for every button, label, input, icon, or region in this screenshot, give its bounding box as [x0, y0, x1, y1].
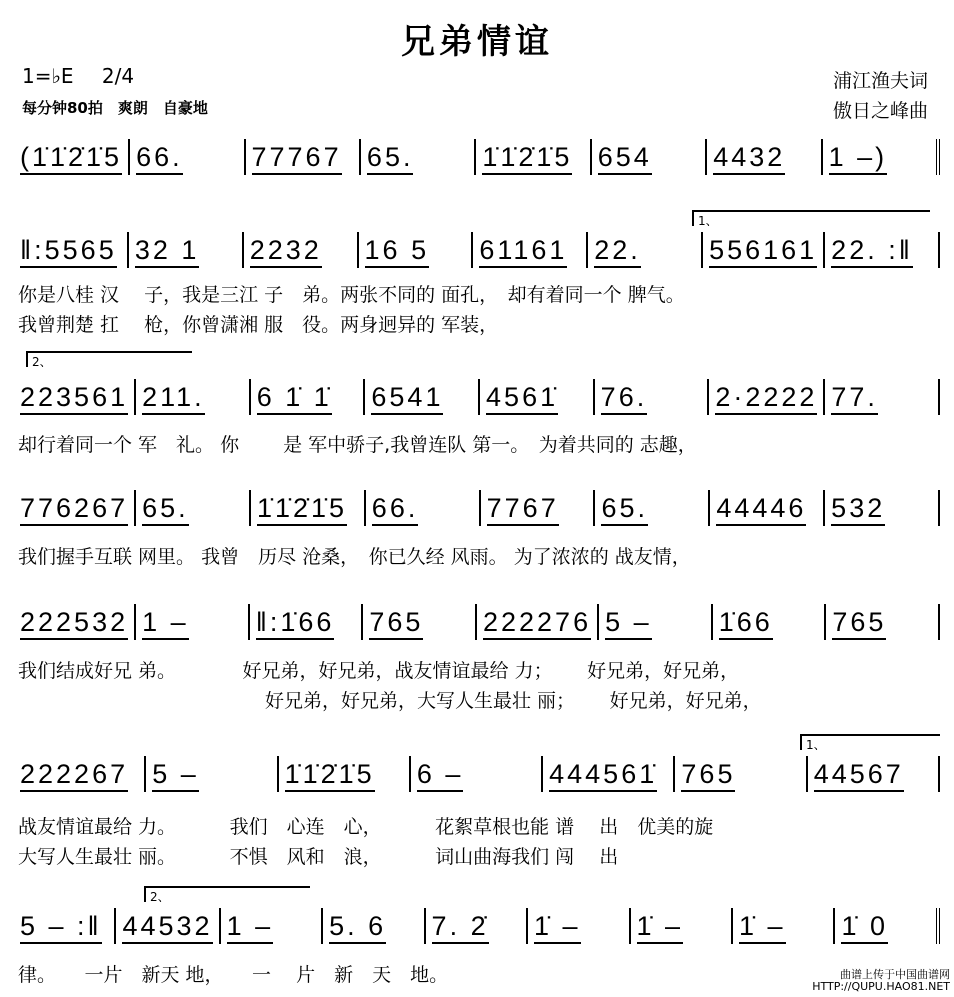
measure: [411, 756, 543, 792]
watermark: [812, 969, 950, 993]
measure: [710, 490, 825, 526]
measure-notes: 1 –): [829, 142, 888, 175]
measure-notes: 1̇ –: [739, 911, 786, 944]
notation-row: [14, 904, 940, 944]
measure-notes: 2·2222: [715, 382, 817, 415]
measure-notes: 1̇1̇2̇1̇5: [257, 493, 347, 526]
measure-notes: 444561̇: [549, 759, 657, 792]
measure: [707, 139, 822, 175]
measure: [826, 604, 940, 640]
measure-notes: 76.: [601, 382, 648, 415]
lyric-line: 你是八桂 汉 子，我是三江 子 弟。两张不同的 面孔， 却有着同一个 脾气。: [18, 284, 685, 306]
measure-notes: 765: [369, 607, 423, 640]
measure: [14, 232, 129, 268]
measure: [543, 756, 675, 792]
measure: [250, 604, 364, 640]
volta-1: 1、: [692, 210, 930, 226]
measure: [825, 490, 940, 526]
notation-row: [14, 135, 940, 175]
lyric-line: 好兄弟，好兄弟，大写人生最壮 丽； 好兄弟，好兄弟，: [18, 690, 762, 712]
measure-notes: 765: [832, 607, 886, 640]
measure-notes: 222532: [20, 607, 128, 640]
measure-notes: 1̇66: [719, 607, 773, 640]
measure: [14, 756, 146, 792]
measure-notes: 6 1̇ 1̇: [257, 382, 332, 415]
measure-notes: 4561̇: [486, 382, 558, 415]
measure-notes: 222267: [20, 759, 128, 792]
measure: [136, 604, 250, 640]
measure-notes: 44567: [814, 759, 904, 792]
lyric-line: 律。 一片 新天 地， 一 片 新 天 地。: [18, 964, 449, 986]
measure-notes: 77.: [831, 382, 878, 415]
lyric-line: 我们结成好兄 弟。 好兄弟，好兄弟，战友情谊最给 力； 好兄弟，好兄弟，: [18, 660, 740, 682]
measure-notes: 66.: [372, 493, 419, 526]
measure: [366, 490, 481, 526]
composer: 傲日之峰曲: [832, 100, 928, 122]
measure: [588, 232, 703, 268]
notation-row: [14, 486, 940, 526]
measure: [14, 490, 136, 526]
lyric-line: 我曾荆楚 扛 枪，你曾潇湘 服 役。两身迥异的 军装，: [18, 314, 499, 336]
measure-notes: 6541: [371, 382, 443, 415]
volta-2: 2、: [26, 351, 192, 367]
volta-2b: 2、: [144, 886, 310, 902]
measure: [808, 756, 940, 792]
measure-notes: 65.: [601, 493, 648, 526]
measure-notes: 22. :‖: [831, 235, 913, 268]
measure: [14, 139, 130, 175]
measure-notes: 1̇ 0: [841, 911, 888, 944]
measure: [599, 604, 713, 640]
measure-notes: 1 –: [227, 911, 274, 944]
measure-notes: 5 – :‖: [20, 911, 102, 944]
measure: [359, 232, 474, 268]
measure-notes: 5 –: [605, 607, 652, 640]
measure-notes: 44532: [122, 911, 212, 944]
measure: [481, 490, 596, 526]
measure: [116, 908, 220, 944]
measure: [477, 604, 599, 640]
measure-notes: 16 5: [365, 235, 430, 268]
measure: [136, 379, 251, 415]
measure: [675, 756, 807, 792]
measure: [823, 139, 940, 175]
lyric-line: 却行着同一个 军 礼。 你 是 军中骄子,我曾连队 第一。 为着共同的 志趣，: [18, 434, 697, 456]
measure: [365, 379, 480, 415]
measure-notes: 6 –: [417, 759, 464, 792]
measure-notes: 556161: [709, 235, 817, 268]
measure-notes: 776267: [20, 493, 128, 526]
measure-notes: 1 –: [142, 607, 189, 640]
measure: [246, 139, 361, 175]
measure-notes: 211.: [142, 382, 205, 415]
measure: [480, 379, 595, 415]
measure: [251, 490, 366, 526]
time-signature: 2/4: [101, 64, 135, 88]
measure: [14, 604, 136, 640]
key-signature: 1=♭E: [22, 64, 74, 88]
measure-notes: 765: [681, 759, 735, 792]
key-time: [22, 64, 134, 88]
measure-notes: 22.: [594, 235, 641, 268]
measure: [595, 379, 710, 415]
measure: [825, 379, 940, 415]
measure-notes: 1̇1̇2̇1̇5: [482, 142, 572, 175]
measure-notes: 32 1: [135, 235, 200, 268]
measure: [130, 139, 245, 175]
measure: [528, 908, 630, 944]
measure: [251, 379, 366, 415]
lyric-line: 我们握手互联 网里。 我曾 历尽 沧桑， 你已久经 风雨。 为了浓浓的 战友情，: [18, 546, 691, 568]
measure-notes: (1̇1̇2̇1̇5: [20, 142, 122, 175]
lyricist: 浦江渔夫词: [832, 70, 928, 92]
song-title: 兄弟情谊: [401, 22, 553, 62]
volta-1b: 1、: [800, 734, 940, 750]
measure-notes: ‖:5565: [20, 235, 117, 268]
measure: [592, 139, 707, 175]
notation-row: [14, 752, 940, 792]
measure-notes: 1̇ –: [534, 911, 581, 944]
notation-row: [14, 228, 940, 268]
measure-notes: 223561: [20, 382, 128, 415]
measure-notes: 65.: [367, 142, 414, 175]
tempo-marking: 每分钟80拍 爽朗 自豪地: [22, 99, 208, 117]
measure-notes: 654: [598, 142, 652, 175]
measure-notes: 7767: [487, 493, 559, 526]
measure: [825, 232, 940, 268]
measure-notes: 5. 6: [329, 911, 386, 944]
measure: [426, 908, 528, 944]
measure: [709, 379, 825, 415]
measure: [476, 139, 591, 175]
measure-notes: ‖:1̇66: [256, 607, 335, 640]
watermark-line: 曲谱上传于中国曲谱网: [840, 968, 950, 981]
measure: [129, 232, 244, 268]
measure-notes: 4432: [713, 142, 785, 175]
measure-notes: 77767: [252, 142, 342, 175]
measure-notes: 7. 2̇: [432, 911, 489, 944]
measure-notes: 5 –: [152, 759, 199, 792]
measure: [14, 908, 116, 944]
measure: [631, 908, 733, 944]
measure-notes: 61161: [479, 235, 567, 268]
measure-notes: 44446: [716, 493, 806, 526]
watermark-url: HTTP://QUPU.HAO81.NET: [812, 980, 950, 993]
measure-notes: 222276: [483, 607, 591, 640]
measure-notes: 65.: [142, 493, 189, 526]
measure: [361, 139, 476, 175]
measure-notes: 1̇1̇2̇1̇5: [285, 759, 375, 792]
measure: [323, 908, 425, 944]
measure: [835, 908, 939, 944]
measure: [244, 232, 359, 268]
notation-row: [14, 600, 940, 640]
lyric-line: 大写人生最壮 丽。 不惧 风和 浪， 词山曲海我们 闯 出: [18, 846, 619, 868]
notation-row: [14, 375, 940, 415]
measure: [595, 490, 710, 526]
measure: [14, 379, 136, 415]
measure-notes: 1̇ –: [637, 911, 684, 944]
measure: [146, 756, 278, 792]
measure-notes: 532: [831, 493, 885, 526]
measure: [136, 490, 251, 526]
measure: [733, 908, 835, 944]
measure: [221, 908, 323, 944]
measure: [363, 604, 477, 640]
lyric-line: 战友情谊最给 力。 我们 心连 心， 花絮草根也能 谱 出 优美的旋: [18, 816, 714, 838]
measure: [279, 756, 411, 792]
measure-notes: 66.: [136, 142, 183, 175]
measure: [713, 604, 827, 640]
measure: [703, 232, 825, 268]
measure: [473, 232, 588, 268]
measure-notes: 2232: [250, 235, 322, 268]
